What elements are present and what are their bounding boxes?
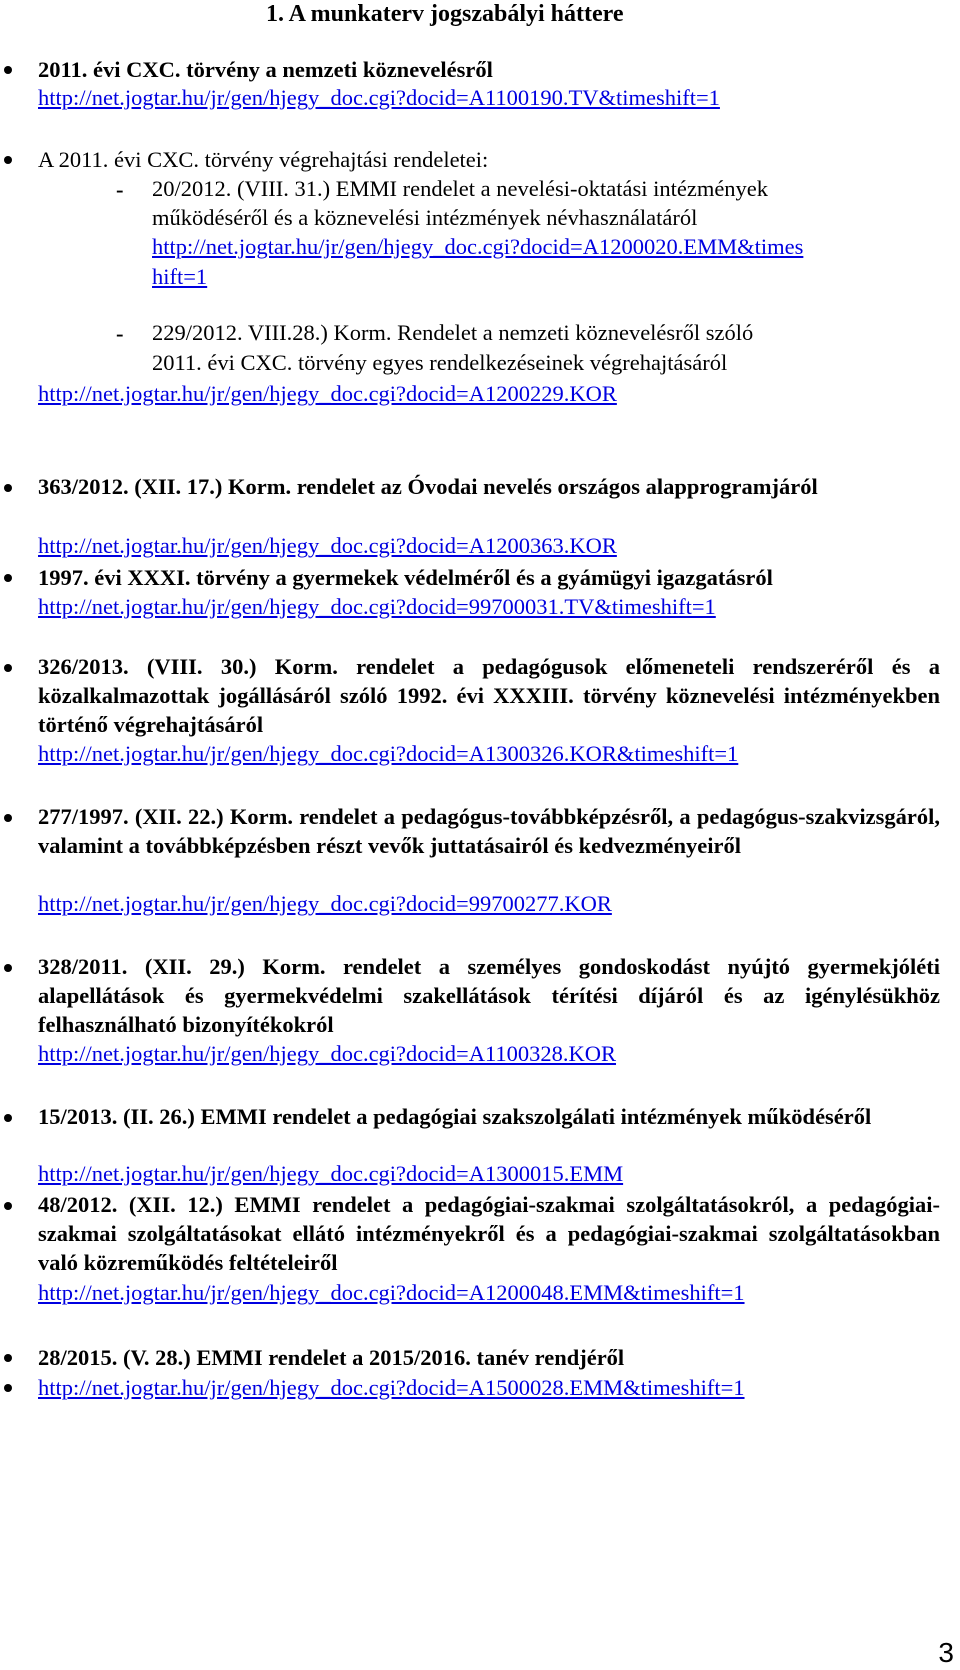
page-number: 3 xyxy=(938,1637,954,1668)
item-11-link[interactable]: http://net.jogtar.hu/jr/gen/hjegy_doc.cgi?docid=A1500028.EMM&timeshift=1 xyxy=(38,1375,745,1400)
bullet-10 xyxy=(4,1354,12,1362)
section-heading: 1. A munkaterv jogszabályi háttere xyxy=(266,1,624,27)
bullet-1 xyxy=(4,66,12,74)
item-6-title: 277/1997. (XII. 22.) Korm. rendelet a pedagógus-továbbképzésről, a pedagógus-szakvizsgáról, valamint a továbbképzésben részt vevők juttatásairól és kedvezményeiről xyxy=(38,804,940,858)
item-8-link[interactable]: http://net.jogtar.hu/jr/gen/hjegy_doc.cgi?docid=A1300015.EMM xyxy=(38,1161,624,1186)
item-2-sub1-link-a[interactable]: http://net.jogtar.hu/jr/gen/hjegy_doc.cgi?docid=A1200020.EMM&times xyxy=(152,234,804,259)
bullet-3 xyxy=(4,484,12,492)
item-7-title: 328/2011. (XII. 29.) Korm. rendelet a személyes gondoskodást nyújtó gyermekjóléti alapellátások és gyermekvédelmi szakellátások térítési díjáról és az igénylésükhöz felhasználható bizonyítékokról xyxy=(38,954,940,1037)
item-3-link[interactable]: http://net.jogtar.hu/jr/gen/hjegy_doc.cgi?docid=A1200363.KOR xyxy=(38,533,617,558)
bullet-6 xyxy=(4,814,12,822)
bullet-8 xyxy=(4,1114,12,1122)
item-2-sub2-line2: 2011. évi CXC. törvény egyes rendelkezéseinek végrehajtásáról xyxy=(152,350,728,375)
dash-1: - xyxy=(116,177,124,202)
item-2-sub1-line2: működéséről és a köznevelési intézmények névhasználatáról xyxy=(152,205,698,230)
item-1-link[interactable]: http://net.jogtar.hu/jr/gen/hjegy_doc.cgi?docid=A1100190.TV&timeshift=1 xyxy=(38,85,720,110)
bullet-11 xyxy=(4,1384,12,1392)
bullet-9 xyxy=(4,1202,12,1210)
item-2-sub2-link[interactable]: http://net.jogtar.hu/jr/gen/hjegy_doc.cgi?docid=A1200229.KOR xyxy=(38,381,617,406)
item-10-title: 28/2015. (V. 28.) EMMI rendelet a 2015/2016. tanév rendjéről xyxy=(38,1345,625,1370)
item-6-link[interactable]: http://net.jogtar.hu/jr/gen/hjegy_doc.cgi?docid=99700277.KOR xyxy=(38,891,612,916)
item-2-title: A 2011. évi CXC. törvény végrehajtási rendeletei: xyxy=(38,147,489,172)
item-5-title: 326/2013. (VIII. 30.) Korm. rendelet a pedagógusok előmeneteli rendszeréről és a közalkalmazottak jogállásáról szóló 1992. évi XXXIII. törvény köznevelési intézményekben történő végrehajtásáról xyxy=(38,654,940,737)
item-3-title: 363/2012. (XII. 17.) Korm. rendelet az Óvodai nevelés országos alapprogramjáról xyxy=(38,474,818,499)
item-2-sub1-link-b[interactable]: hift=1 xyxy=(152,264,208,289)
item-9-link[interactable]: http://net.jogtar.hu/jr/gen/hjegy_doc.cgi?docid=A1200048.EMM&timeshift=1 xyxy=(38,1280,745,1305)
bullet-2 xyxy=(4,156,12,164)
item-9-title: 48/2012. (XII. 12.) EMMI rendelet a pedagógiai-szakmai szolgáltatásokról, a pedagógiai-szakmai szolgáltatásokat ellátó intézményekről és a pedagógiai-szakmai szolgáltatásokban való közreműködés feltételeiről xyxy=(38,1192,940,1275)
item-7-link[interactable]: http://net.jogtar.hu/jr/gen/hjegy_doc.cgi?docid=A1100328.KOR xyxy=(38,1041,617,1066)
bullet-5 xyxy=(4,664,12,672)
item-4-link[interactable]: http://net.jogtar.hu/jr/gen/hjegy_doc.cgi?docid=99700031.TV&timeshift=1 xyxy=(38,594,716,619)
item-8-title: 15/2013. (II. 26.) EMMI rendelet a pedagógiai szakszolgálati intézmények működéséről xyxy=(38,1104,872,1129)
item-2-sub1-line1: 20/2012. (VIII. 31.) EMMI rendelet a nevelési-oktatási intézmények xyxy=(152,176,769,201)
item-5-link[interactable]: http://net.jogtar.hu/jr/gen/hjegy_doc.cgi?docid=A1300326.KOR&timeshift=1 xyxy=(38,741,739,766)
item-2-sub2-line1: 229/2012. VIII.28.) Korm. Rendelet a nemzeti köznevelésről szóló xyxy=(152,320,754,345)
item-1-title: 2011. évi CXC. törvény a nemzeti köznevelésről xyxy=(38,57,493,82)
item-4-title: 1997. évi XXXI. törvény a gyermekek védelméről és a gyámügyi igazgatásról xyxy=(38,565,773,590)
dash-2: - xyxy=(116,321,124,346)
bullet-7 xyxy=(4,964,12,972)
bullet-4 xyxy=(4,574,12,582)
